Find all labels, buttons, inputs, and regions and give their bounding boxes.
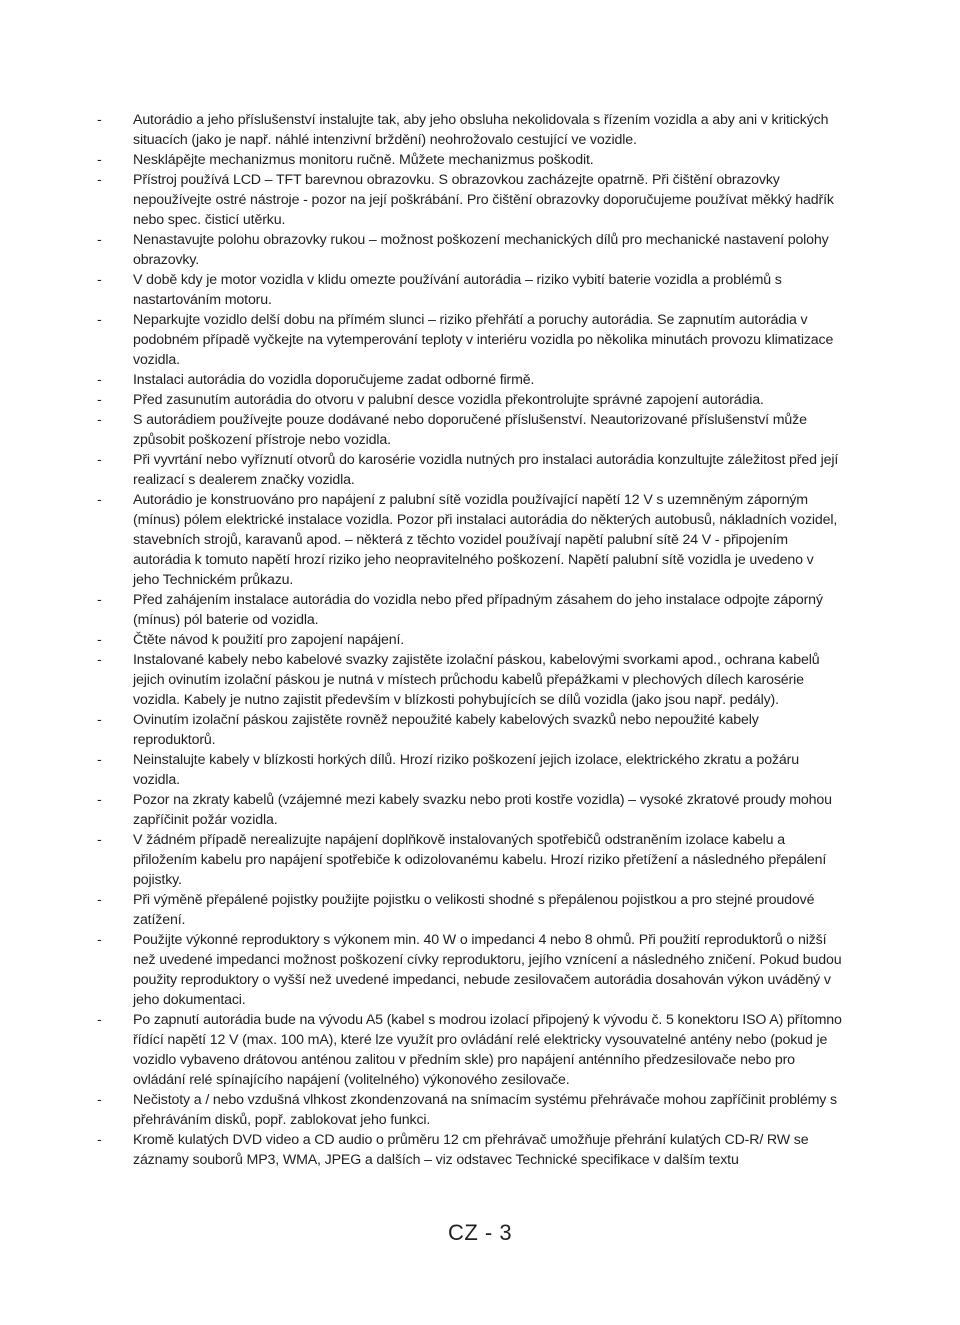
- list-item-text: Přístroj používá LCD – TFT barevnou obrazovku. S obrazovkou zacházejte opatrně. Při čištění obrazovky nepoužívejte ostré nástroje - pozor na její poškrábání. Pro čištění obrazovky doporučujeme používat měkký hadřík nebo spec. čisticí utěrku.: [133, 172, 834, 228]
- bullet-dash: -: [97, 1092, 102, 1108]
- bullet-dash: -: [97, 492, 102, 508]
- list-item-text: S autorádiem používejte pouze dodávané nebo doporučené příslušenství. Neautorizované příslušenství může způsobit poškození přístroje nebo vozidla.: [133, 412, 807, 448]
- list-item: [97, 750, 842, 790]
- list-item-text: Nenastavujte polohu obrazovky rukou – možnost poškození mechanických dílů pro mechanické nastavení polohy obrazovky.: [133, 232, 829, 268]
- bullet-dash: -: [97, 712, 102, 728]
- list-item-text: Před zasunutím autorádia do otvoru v palubní desce vozidla překontrolujte správné zapojení autorádia.: [133, 392, 764, 408]
- list-item: [97, 370, 842, 390]
- bullet-dash: -: [97, 892, 102, 908]
- list-item: [97, 650, 842, 710]
- list-item-text: Čtěte návod k použití pro zapojení napájení.: [133, 632, 405, 648]
- list-item-text: Při vyvrtání nebo vyříznutí otvorů do karosérie vozidla nutných pro instalaci autorádia konzultujte záležitost před její realizací s dealerem značky vozidla.: [133, 452, 839, 488]
- list-item: [97, 230, 842, 270]
- list-item: [97, 1010, 842, 1090]
- bullet-dash: -: [97, 792, 102, 808]
- bullet-dash: -: [97, 932, 102, 948]
- list-item: [97, 310, 842, 370]
- bullet-dash: -: [97, 372, 102, 388]
- list-item: [97, 630, 842, 650]
- list-item-text: Kromě kulatých DVD video a CD audio o průměru 12 cm přehrávač umožňuje přehrání kulatých CD-R/ RW se záznamy souborů MP3, WMA, JPEG a dalších – viz odstavec Technické specifikace v dalším textu: [133, 1132, 809, 1168]
- bullet-dash: -: [97, 172, 102, 188]
- list-item-text: Při výměně přepálené pojistky použijte pojistku o velikosti shodné s přepálenou pojistkou a pro stejné proudové zatížení.: [133, 892, 815, 928]
- list-item: [97, 490, 842, 590]
- list-item-text: Nečistoty a / nebo vzdušná vlhkost zkondenzovaná na snímacím systému přehrávače mohou zapříčinit problémy s přehráváním disků, popř. zablokovat jeho funkci.: [133, 1092, 837, 1128]
- list-item: [97, 170, 842, 230]
- bullet-dash: -: [97, 312, 102, 328]
- list-item: [97, 410, 842, 450]
- list-item: [97, 270, 842, 310]
- list-item-text: Instalaci autorádia do vozidla doporučujeme zadat odborné firmě.: [133, 372, 535, 388]
- list-item-text: Po zapnutí autorádia bude na vývodu A5 (kabel s modrou izolací připojený k vývodu č. 5 konektoru ISO A) přítomno řídící napětí 12 V (max. 100 mA), které lze využít pro ovládání relé elektricky vysouvatelné antény nebo (pokud je vozidlo vybaveno drátovou anténou zalitou v předním skle) pro napájení anténního předzesilovače nebo pro ovládání relé spínajícího napájení (volitelného) výkonového zesilovače.: [133, 1012, 842, 1088]
- list-item-text: Neparkujte vozidlo delší dobu na přímém slunci – riziko přehřátí a poruchy autorádia. Se zapnutím autorádia v podobném případě vyčkejte na vytemperování teploty v interiéru vozidla po několika minutách provozu klimatizace vozidla.: [133, 312, 834, 368]
- list-item-text: Nesklápějte mechanizmus monitoru ručně. Můžete mechanizmus poškodit.: [133, 152, 594, 168]
- bullet-dash: -: [97, 392, 102, 408]
- safety-instructions-list: [97, 110, 842, 1170]
- list-item: [97, 790, 842, 830]
- list-item: [97, 830, 842, 890]
- bullet-dash: -: [97, 452, 102, 468]
- list-item-text: Autorádio je konstruováno pro napájení z palubní sítě vozidla používající napětí 12 V s uzemněným záporným (mínus) pólem elektrické instalace vozidla. Pozor při instalaci autorádia do některých autobusů, nákladních vozidel, stavebních strojů, karavanů apod. – některá z těchto vozidel používají napětí palubní sítě 24 V - připojením autorádia k tomuto napětí hrozí riziko jeho neopravitelného poškození. Napětí palubní sítě vozidla je uvedeno v jeho Technickém průkazu.: [133, 492, 838, 588]
- list-item: [97, 890, 842, 930]
- list-item: [97, 1090, 842, 1130]
- list-item-text: Autorádio a jeho příslušenství instalujte tak, aby jeho obsluha nekolidovala s řízením vozidla a aby ani v kritických situacích (jako je např. náhlé intenzivní brždění) neohrožovalo cestující ve vozidle.: [133, 112, 829, 148]
- list-item: [97, 710, 842, 750]
- bullet-dash: -: [97, 152, 102, 168]
- list-item: [97, 390, 842, 410]
- bullet-dash: -: [97, 1012, 102, 1028]
- bullet-dash: -: [97, 232, 102, 248]
- list-item: [97, 450, 842, 490]
- bullet-dash: -: [97, 1132, 102, 1148]
- bullet-dash: -: [97, 592, 102, 608]
- bullet-dash: -: [97, 752, 102, 768]
- list-item: [97, 930, 842, 1010]
- list-item-text: Ovinutím izolační páskou zajistěte rovněž nepoužité kabely kabelových svazků nebo nepoužité kabely reproduktorů.: [133, 712, 759, 748]
- bullet-dash: -: [97, 652, 102, 668]
- list-item-text: V době kdy je motor vozidla v klidu omezte používání autorádia – riziko vybití baterie vozidla a problémů s nastartováním motoru.: [133, 272, 782, 308]
- list-item: [97, 150, 842, 170]
- list-item-text: V žádném případě nerealizujte napájení doplňkově instalovaných spotřebičů odstraněním izolace kabelu a přiložením kabelu pro napájení spotřebiče k odizolovanému kabelu. Hrozí riziko přetížení a následného přepálení pojistky.: [133, 832, 827, 888]
- page-number: CZ - 3: [447, 1220, 513, 1245]
- list-item: [97, 110, 842, 150]
- list-item-text: Instalované kabely nebo kabelové svazky zajistěte izolační páskou, kabelovými svorkami apod., ochrana kabelů jejich ovinutím izolační páskou je nutná v místech průchodu kabelů přepážkami v plechových dílech karosérie vozidla. Kabely je nutno zajistit především v blízkosti pohybujících se dílů vozidla (jako jsou např. pedály).: [133, 652, 820, 708]
- list-item-text: Pozor na zkraty kabelů (vzájemné mezi kabely svazku nebo proti kostře vozidla) – vysoké zkratové proudy mohou zapříčinit požár vozidla.: [133, 792, 832, 828]
- bullet-dash: -: [97, 412, 102, 428]
- list-item-text: Neinstalujte kabely v blízkosti horkých dílů. Hrozí riziko poškození jejich izolace, elektrického zkratu a požáru vozidla.: [133, 752, 799, 788]
- list-item: [97, 1130, 842, 1170]
- list-item-text: Před zahájením instalace autorádia do vozidla nebo před případným zásahem do jeho instalace odpojte záporný (mínus) pól baterie od vozidla.: [133, 592, 823, 628]
- bullet-dash: -: [97, 272, 102, 288]
- list-item: [97, 590, 842, 630]
- list-item-text: Použijte výkonné reproduktory s výkonem min. 40 W o impedanci 4 nebo 8 ohmů. Při použití reproduktorů o nižší než uvedené impedanci možnost poškození cívky reproduktoru, jejího vznícení a následného zničení. Pokud budou použity reproduktory o vyšší než uvedené impedanci, nebude zesilovačem autorádia dosahován výkon uváděný v jeho dokumentaci.: [133, 932, 842, 1008]
- bullet-dash: -: [97, 632, 102, 648]
- bullet-dash: -: [97, 112, 102, 128]
- bullet-dash: -: [97, 832, 102, 848]
